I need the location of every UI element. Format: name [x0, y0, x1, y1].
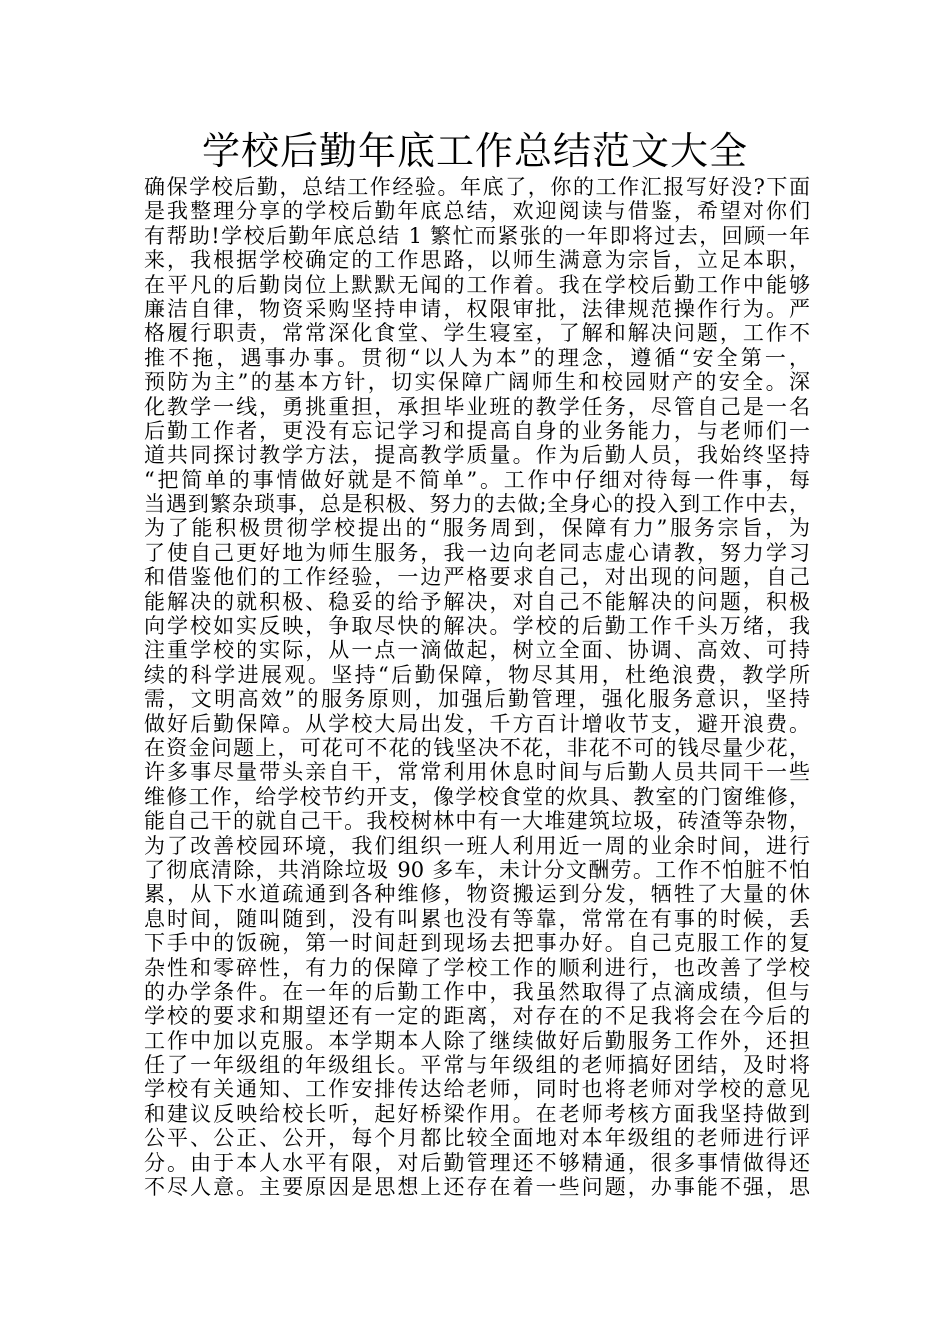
body-line: 息时间，随叫随到，没有叫累也没有等靠，常常在有事的时候，丢	[144, 906, 810, 931]
body-line: 当遇到繁杂琐事，总是积极、努力的去做;全身心的投入到工作中去，	[144, 492, 810, 517]
document-body	[144, 175, 810, 1199]
body-line: 需，文明高效”的服务原则，加强后勤管理，强化服务意识，坚持	[144, 687, 810, 712]
body-line: 累，从下水道疏通到各种维修，物资搬运到分发，牺牲了大量的休	[144, 882, 810, 907]
body-line: 任了一年级组的年级组长。平常与年级组的老师搞好团结，及时将	[144, 1053, 810, 1078]
body-line: 能解决的就积极、稳妥的给予解决，对自己不能解决的问题，积极	[144, 589, 810, 614]
body-line: 维修工作，给学校节约开支，像学校食堂的炊具、教室的门窗维修，	[144, 784, 810, 809]
body-line: 的办学条件。在一年的后勤工作中，我虽然取得了点滴成绩，但与	[144, 979, 810, 1004]
body-line: 预防为主”的基本方针，切实保障广阔师生和校园财产的安全。深	[144, 370, 810, 395]
body-line: 化教学一线，勇挑重担，承担毕业班的教学任务，尽管自己是一名	[144, 394, 810, 419]
body-line: 有帮助!学校后勤年底总结 1 繁忙而紧张的一年即将过去，回顾一年	[144, 223, 810, 248]
body-line: 道共同探讨教学方法，提高教学质量。作为后勤人员，我始终坚持	[144, 443, 810, 468]
body-line: 了彻底清除，共消除垃圾 90 多车，未计分文酬劳。工作不怕脏不怕	[144, 857, 810, 882]
body-line: 学校的要求和期望还有一定的距离，对存在的不足我将会在今后的	[144, 1004, 810, 1029]
body-line: 不尽人意。主要原因是思想上还存在着一些问题，办事能不强，思	[144, 1175, 810, 1200]
body-line: 是我整理分享的学校后勤年底总结，欢迎阅读与借鉴，希望对你们	[144, 199, 810, 224]
body-line: 下手中的饭碗，第一时间赶到现场去把事办好。自己克服工作的复	[144, 931, 810, 956]
body-line: 许多事尽量带头亲自干，常常利用休息时间与后勤人员共同干一些	[144, 760, 810, 785]
body-line: 推不拖，遇事办事。贯彻“以人为本”的理念，遵循“安全第一，	[144, 345, 810, 370]
body-line: 确保学校后勤，总结工作经验。年底了，你的工作汇报写好没?下面	[144, 175, 810, 199]
body-line: 来，我根据学校确定的工作思路，以师生满意为宗旨，立足本职，	[144, 248, 810, 273]
body-line: 分。由于本人水平有限，对后勤管理还不够精通，很多事情做得还	[144, 1150, 810, 1175]
body-line: 后勤工作者，更没有忘记学习和提高自身的业务能力，与老师们一	[144, 418, 810, 443]
body-line: 和借鉴他们的工作经验，一边严格要求自己，对出现的问题，自己	[144, 565, 810, 590]
body-line: 杂性和零碎性，有力的保障了学校工作的顺利进行，也改善了学校	[144, 955, 810, 980]
document-title: 学校后勤年底工作总结范文大全	[201, 129, 748, 173]
body-line: 在平凡的后勤岗位上默默无闻的工作着。我在学校后勤工作中能够	[144, 272, 810, 297]
body-line: 为了能积极贯彻学校提出的“服务周到，保障有力”服务宗旨，为	[144, 516, 810, 541]
body-line: 和建议反映给校长听，起好桥梁作用。在老师考核方面我坚持做到	[144, 1101, 810, 1126]
body-line: 工作中加以克服。本学期本人除了继续做好后勤服务工作外，还担	[144, 1028, 810, 1053]
body-line: 能自己干的就自己干。我校树林中有一大堆建筑垃圾，砖渣等杂物，	[144, 809, 810, 834]
body-line: 为了改善校园环境，我们组织一班人利用近一周的业余时间，进行	[144, 833, 810, 858]
body-line: “把简单的事情做好就是不简单”。工作中仔细对待每一件事，每	[144, 467, 810, 492]
body-line: 在资金问题上，可花可不花的钱坚决不花，非花不可的钱尽量少花，	[144, 735, 810, 760]
body-line: 向学校如实反映，争取尽快的解决。学校的后勤工作千头万绪，我	[144, 614, 810, 639]
body-line: 廉洁自律，物资采购坚持申请，权限审批，法律规范操作行为。严	[144, 296, 810, 321]
body-line: 注重学校的实际，从一点一滴做起，树立全面、协调、高效、可持	[144, 638, 810, 663]
body-line: 公平、公正、公开，每个月都比较全面地对本年级组的老师进行评	[144, 1126, 810, 1151]
body-line: 格履行职责，常常深化食堂、学生寝室，了解和解决问题，工作不	[144, 321, 810, 346]
body-line: 续的科学进展观。坚持“后勤保障，物尽其用，杜绝浪费，教学所	[144, 662, 810, 687]
body-line: 了使自己更好地为师生服务，我一边向老同志虚心请教，努力学习	[144, 540, 810, 565]
body-line: 学校有关通知、工作安排传达给老师，同时也将老师对学校的意见	[144, 1077, 810, 1102]
body-line: 做好后勤保障。从学校大局出发，千方百计增收节支，避开浪费。	[144, 711, 810, 736]
